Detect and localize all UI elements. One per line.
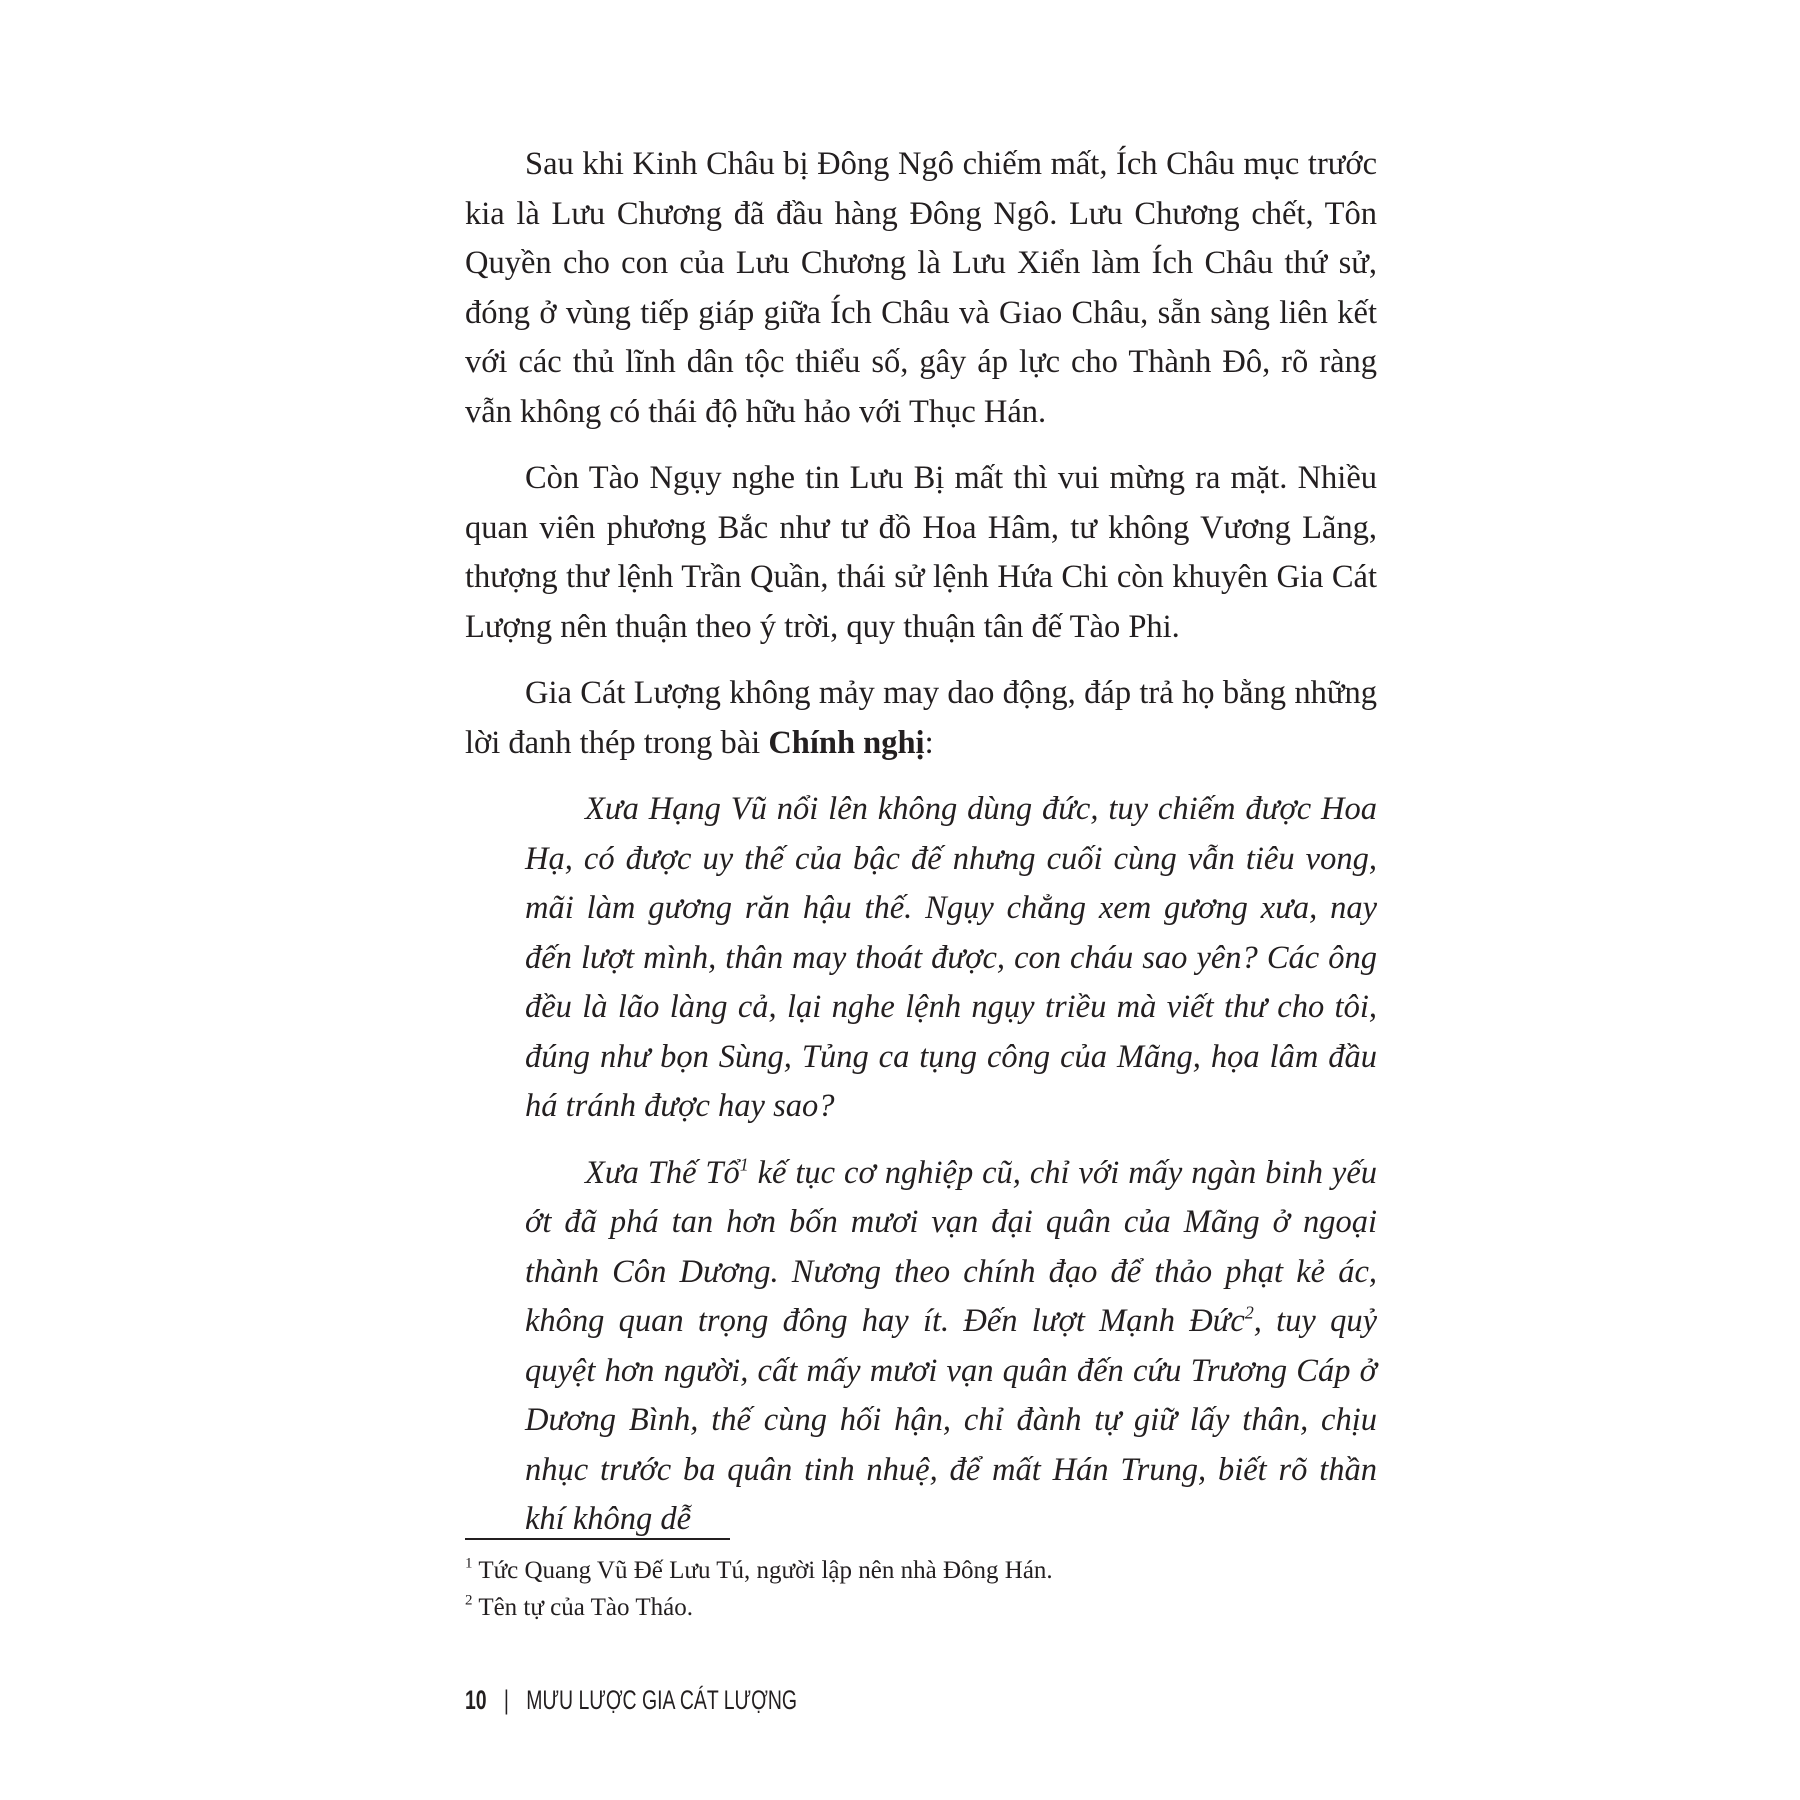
paragraph-1: Sau khi Kinh Châu bị Đông Ngô chiếm mất, Ích Châu mục trước kia là Lưu Chương đã đầu hàng Đông Ngô. Lưu Chương chết, Tôn Quyền cho con của Lưu Chương là Lưu Xiển làm Ích Châu thứ sử, đóng ở vùng tiếp giáp giữa Ích Châu và Giao Châu, sẵn sàng liên kết với các thủ lĩnh dân tộc thiểu số, gây áp lực cho Thành Đô, rõ ràng vẫn không có thái độ hữu hảo với Thục Hán. bbox=[465, 146, 1377, 430]
footnote-ref-1: 1 bbox=[739, 1154, 749, 1174]
book-title: MƯU LƯỢC GIA CÁT LƯỢNG bbox=[526, 1685, 797, 1715]
quote-1: Xưa Hạng Vũ nổi lên không dùng đức, tuy chiếm được Hoa Hạ, có được uy thế của bậc đế nhưng cuối cùng vẫn tiêu vong, mãi làm gương răn hậu thế. Ngụy chẳng xem gương xưa, nay đến lượt mình, thân may thoát được, con cháu sao yên? Các ông đều là lão làng cả, lại nghe lệnh ngụy triều mà viết thư cho tôi, đúng như bọn Sùng, Tủng ca tụng công của Mãng, họa lâm đầu há tránh được hay sao? bbox=[525, 791, 1377, 1124]
footnote-text: Tức Quang Vũ Đế Lưu Tú, người lập nên nhà Đông Hán. bbox=[478, 1557, 1053, 1584]
quote-2-text-b: kế tục cơ nghiệp cũ, chỉ với mấy ngàn binh yếu ớt đã phá tan hơn bốn mươi vạn đại quân của Mãng ở ngoại thành Côn Dương. Nương theo chính đạo để thảo phạt kẻ ác, không quan trọng đông hay ít. Đến lượt Mạnh Đức bbox=[525, 1154, 1378, 1339]
page-footer bbox=[465, 1685, 797, 1716]
footnote-text: Tên tự của Tào Tháo. bbox=[478, 1594, 693, 1621]
paragraph-3 bbox=[465, 669, 1377, 768]
footnote-mark: 1 bbox=[465, 1555, 473, 1572]
paragraph-3-colon: : bbox=[924, 724, 934, 761]
footer-separator: | bbox=[503, 1685, 509, 1715]
footnote-2 bbox=[465, 1593, 693, 1623]
paragraph-3-text: Gia Cát Lượng không mảy may dao động, đáp trả họ bằng những lời đanh thép trong bài bbox=[465, 675, 1377, 761]
quote-2 bbox=[525, 1149, 1377, 1545]
body-text bbox=[465, 140, 1377, 1562]
work-title: Chính nghị bbox=[768, 724, 925, 761]
quote-2-text-c: , tuy quỷ quyệt hơn người, cất mấy mươi vạn quân đến cứu Trương Cáp ở Dương Bình, thế cùng hối hận, chỉ đành tự giữ lấy thân, chịu nhục trước ba quân tinh nhuệ, để mất Hán Trung, biết rõ thần khí không dễ bbox=[525, 1303, 1377, 1537]
footnote-mark: 2 bbox=[465, 1592, 473, 1609]
page-number: 10 bbox=[465, 1685, 487, 1715]
quote-2-text-a: Xưa Thế Tổ bbox=[585, 1154, 740, 1191]
footnote-1 bbox=[465, 1556, 1053, 1586]
footnote-divider bbox=[465, 1538, 730, 1540]
footnote-ref-2: 2 bbox=[1244, 1302, 1254, 1323]
paragraph-2: Còn Tào Ngụy nghe tin Lưu Bị mất thì vui mừng ra mặt. Nhiều quan viên phương Bắc như tư đồ Hoa Hâm, tư không Vương Lãng, thượng thư lệnh Trần Quần, thái sử lệnh Hứa Chi còn khuyên Gia Cát Lượng nên thuận theo ý trời, quy thuận tân đế Tào Phi. bbox=[465, 460, 1377, 645]
